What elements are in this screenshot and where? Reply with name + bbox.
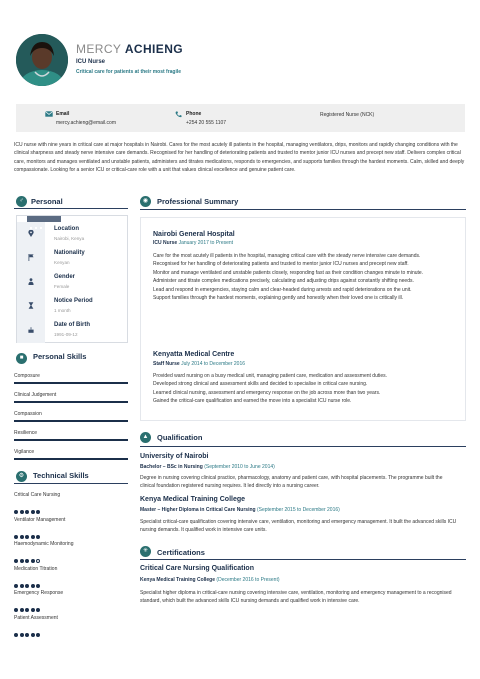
duty-line: Provided ward nursing on a busy medical unit, managing patient care, medication and assessment duties. xyxy=(153,373,388,379)
rating-dot xyxy=(20,510,24,514)
divider xyxy=(14,208,128,209)
employer-name: Nairobi General Hospital xyxy=(153,231,235,238)
rating-dot xyxy=(14,535,18,539)
qualification-heading: Qualification xyxy=(157,433,203,442)
contact-bar xyxy=(16,104,465,132)
target-icon: ◉ xyxy=(140,196,151,207)
technical-skill-label: Critical Care Nursing xyxy=(14,492,61,498)
personal-value: 1 month xyxy=(54,308,71,313)
map-pin-icon xyxy=(27,230,34,237)
registration: Registered Nurse (NCK) xyxy=(320,112,375,118)
skill-rating xyxy=(14,599,42,604)
rating-dot xyxy=(25,559,29,563)
flag-icon xyxy=(27,254,34,261)
skill-item xyxy=(14,449,128,468)
duty-line: Learned clinical nursing, assessment and emergency response on the job across more than two years. xyxy=(153,389,381,396)
technical-skill-label: Haemodynamic Monitoring xyxy=(14,541,74,547)
personal-card xyxy=(16,215,128,343)
cake-icon xyxy=(27,326,34,333)
duty-line: Recognised for her handling of deteriorating patients and trusted to mentor junior ICU nurses and precept new staff. xyxy=(153,261,409,268)
certificate-icon: ✳ xyxy=(140,546,151,557)
email-label: Email xyxy=(56,111,70,117)
phone-label: Phone xyxy=(186,111,202,117)
rating-dot xyxy=(36,608,40,612)
degree-description: Specialist critical-care qualification covering intensive care, ventilation, monitoring and emergency management. It built the advanced skills ICU nursing demands. It qualified work in intensive care units. xyxy=(140,519,457,534)
rating-dot xyxy=(31,584,35,588)
rating-dot xyxy=(14,584,18,588)
last-name: ACHIENG xyxy=(124,42,183,56)
skill-item xyxy=(14,392,128,411)
summary-text: ICU nurse with nine years in critical care at major hospitals in Nairobi. Cares for the most acutely ill patients in the hospital, managing ventilators, drips, monitors and rapidly changing conditions with the clinical sharpness and steady nerve intensive care demands. Recognised for her handling of deteriorating patients and trusted to mentor junior ICU nurses and precept new staff. Delivers complex critical care, monitors and manages ventilated and unstable patients, administers and titrates medications, responds to emergencies, and supports families through the hardest moments. Calm, skilled and deeply compassionate. Looking for a senior ICU or critical-care role with a unit that values clinical excellence and genuine patient care. xyxy=(14,142,465,174)
certification-issuer: Kenya Medical Training College xyxy=(140,577,216,583)
duty-line: Gained the critical-care qualification and earned the move into a specialist ICU nurse role. xyxy=(153,398,352,405)
personal-key: Date of Birth xyxy=(54,322,90,328)
hourglass-icon xyxy=(27,302,34,309)
personal-heading: Personal xyxy=(31,197,63,206)
degree-description: Degree in nursing covering clinical practice, pharmacology, anatomy and patient care, with hospital placements. The programme built the clinical foundation registered nursing requires. It led directly into a nursing career. xyxy=(140,475,443,490)
duty-line: Administer and titrate complex medications precisely, calculating and adjusting drips against constantly shifting needs. xyxy=(153,278,414,285)
divider xyxy=(140,209,466,210)
personal-value: Nairobi, Kenya xyxy=(54,236,85,241)
skill-rating xyxy=(14,575,42,580)
personal-row xyxy=(17,223,127,247)
rating-dot xyxy=(36,535,40,539)
technical-skill-item xyxy=(14,615,128,639)
technical-skill-label: Emergency Response xyxy=(14,590,64,596)
skill-rating xyxy=(14,526,42,531)
phone-value[interactable]: +254 20 555 1107 xyxy=(186,120,227,126)
rating-dot xyxy=(14,510,18,514)
rating-dot xyxy=(25,608,29,612)
rating-dot xyxy=(31,510,35,514)
technical-skill-item xyxy=(14,566,128,590)
phone-block xyxy=(186,111,226,126)
personal-row xyxy=(17,319,127,343)
skill-label: Vigilance xyxy=(14,449,35,455)
rating-dot xyxy=(31,633,35,637)
personal-key: Notice Period xyxy=(54,298,93,304)
rating-dot xyxy=(36,633,40,637)
divider xyxy=(140,446,466,447)
email-value[interactable]: mercy.achieng@email.com xyxy=(56,120,117,126)
skill-rating xyxy=(14,624,42,629)
institution-name: Kenya Medical Training College xyxy=(140,496,246,503)
role-dates: January 2017 to Present xyxy=(178,240,234,246)
skill-bar xyxy=(14,382,128,384)
skill-label: Compassion xyxy=(14,411,42,417)
duty-line: Support families through the hardest moments, explaining gently and honestly when their loved one is critically ill. xyxy=(153,295,404,302)
graduation-cap-icon: ▲ xyxy=(140,432,151,443)
personal-key: Location xyxy=(54,226,79,232)
certification-name: Critical Care Nursing Qualification xyxy=(140,565,254,572)
skill-bar xyxy=(14,420,128,422)
skill-label: Composure xyxy=(14,373,40,379)
personal-value: Kenyan xyxy=(54,260,70,265)
personal-value: Female xyxy=(54,284,70,289)
rating-dot xyxy=(31,559,35,563)
candidate-name xyxy=(76,42,183,56)
rating-dot xyxy=(31,608,35,612)
duty-line: Lead and respond in emergencies, staying calm and clear-headed during arrests and rapid deteriorations on the unit. xyxy=(153,286,412,293)
gender-icon: ♂ xyxy=(16,196,27,207)
technical-skills-heading: Technical Skills xyxy=(33,471,89,480)
technical-skill-item xyxy=(14,541,128,565)
profile-photo xyxy=(16,34,68,86)
duty-line: Monitor and manage ventilated and unstable patients closely, responding fast as their condition changes minute to minute. xyxy=(153,269,424,276)
rating-dot xyxy=(25,510,29,514)
envelope-icon xyxy=(45,111,53,118)
rating-dot xyxy=(36,584,40,588)
rating-dot xyxy=(20,584,24,588)
rating-dot xyxy=(14,633,18,637)
person-icon xyxy=(27,278,34,285)
certification-dates: (December 2016 to Present) xyxy=(216,577,280,583)
tagline: Critical care for patients at their most fragile xyxy=(76,69,182,75)
degree-line xyxy=(140,464,275,470)
rating-dot xyxy=(31,535,35,539)
certification-description: Specialist higher diploma in critical-care nursing covering intensive care, ventilation, monitoring and emergency management to a recognised standard, which built the advanced skills ICU nursing demands and qualified work in intensive care. xyxy=(140,590,452,605)
degree-title: Master – Higher Diploma in Critical Care Nursing xyxy=(140,507,256,513)
card-tab xyxy=(27,216,61,222)
technical-skill-label: Patient Assessment xyxy=(14,614,58,621)
degree-line xyxy=(140,507,340,513)
skill-label: Resilience xyxy=(14,430,38,436)
role-title: Staff Nurse xyxy=(153,361,180,367)
personal-row xyxy=(17,271,127,295)
skills-icon: ■ xyxy=(16,353,27,364)
certifications-heading: Certifications xyxy=(157,548,205,557)
rating-dot xyxy=(20,535,24,539)
degree-dates: (September 2010 to June 2014) xyxy=(204,464,275,470)
rating-dot xyxy=(25,584,29,588)
phone-icon xyxy=(175,111,183,118)
technical-skill-label: Ventilator Management xyxy=(14,516,66,523)
personal-row xyxy=(17,295,127,319)
employer-name: Kenyatta Medical Centre xyxy=(153,351,235,358)
divider xyxy=(14,483,128,484)
job-role xyxy=(153,240,233,246)
tools-icon: ⚙ xyxy=(16,471,27,482)
job-role xyxy=(153,361,245,367)
skill-item xyxy=(14,373,128,392)
degree-dates: (September 2015 to December 2016) xyxy=(256,507,340,513)
job-description xyxy=(153,252,456,302)
personal-value: 1991-09-12 xyxy=(54,332,78,337)
first-name: MERCY xyxy=(76,42,122,56)
personal-row xyxy=(17,247,127,271)
skill-item xyxy=(14,411,128,430)
divider xyxy=(140,559,466,560)
personal-key: Nationality xyxy=(54,250,85,256)
skill-rating xyxy=(14,550,42,555)
job-description xyxy=(153,372,456,406)
skill-label: Clinical Judgement xyxy=(14,392,57,398)
rating-dot xyxy=(36,510,40,514)
rating-dot xyxy=(25,633,29,637)
email-block xyxy=(56,111,116,126)
rating-dot xyxy=(14,559,18,563)
professional-heading: Professional Summary xyxy=(157,197,239,206)
skill-rating xyxy=(14,501,42,506)
skill-item xyxy=(14,430,128,449)
technical-skill-item xyxy=(14,492,128,516)
personal-skills-heading: Personal Skills xyxy=(33,352,87,361)
role-dates: July 2014 to December 2016 xyxy=(181,361,246,367)
certification-issuer-line xyxy=(140,577,280,583)
degree-title: Bachelor – BSc in Nursing xyxy=(140,464,203,470)
rating-dot xyxy=(20,559,24,563)
job-title: ICU Nurse xyxy=(76,59,106,65)
skill-bar xyxy=(14,401,128,403)
rating-dot xyxy=(20,633,24,637)
technical-skill-item xyxy=(14,517,128,541)
rating-dot xyxy=(25,535,29,539)
institution-name: University of Nairobi xyxy=(140,453,209,460)
rating-dot xyxy=(14,608,18,612)
skill-bar xyxy=(14,458,128,460)
skill-bar xyxy=(14,439,128,441)
duty-line: Care for the most acutely ill patients in the hospital, managing critical care with the steady nerve intensive care demands. xyxy=(153,253,421,259)
rating-dot xyxy=(20,608,24,612)
duty-line: Developed strong clinical and assessment skills and decided to specialise in critical care nursing. xyxy=(153,381,368,388)
rating-dot xyxy=(36,559,40,563)
technical-skill-label: Medication Titration xyxy=(14,565,58,572)
role-title: ICU Nurse xyxy=(153,240,178,246)
personal-key: Gender xyxy=(54,274,76,280)
technical-skill-item xyxy=(14,590,128,614)
